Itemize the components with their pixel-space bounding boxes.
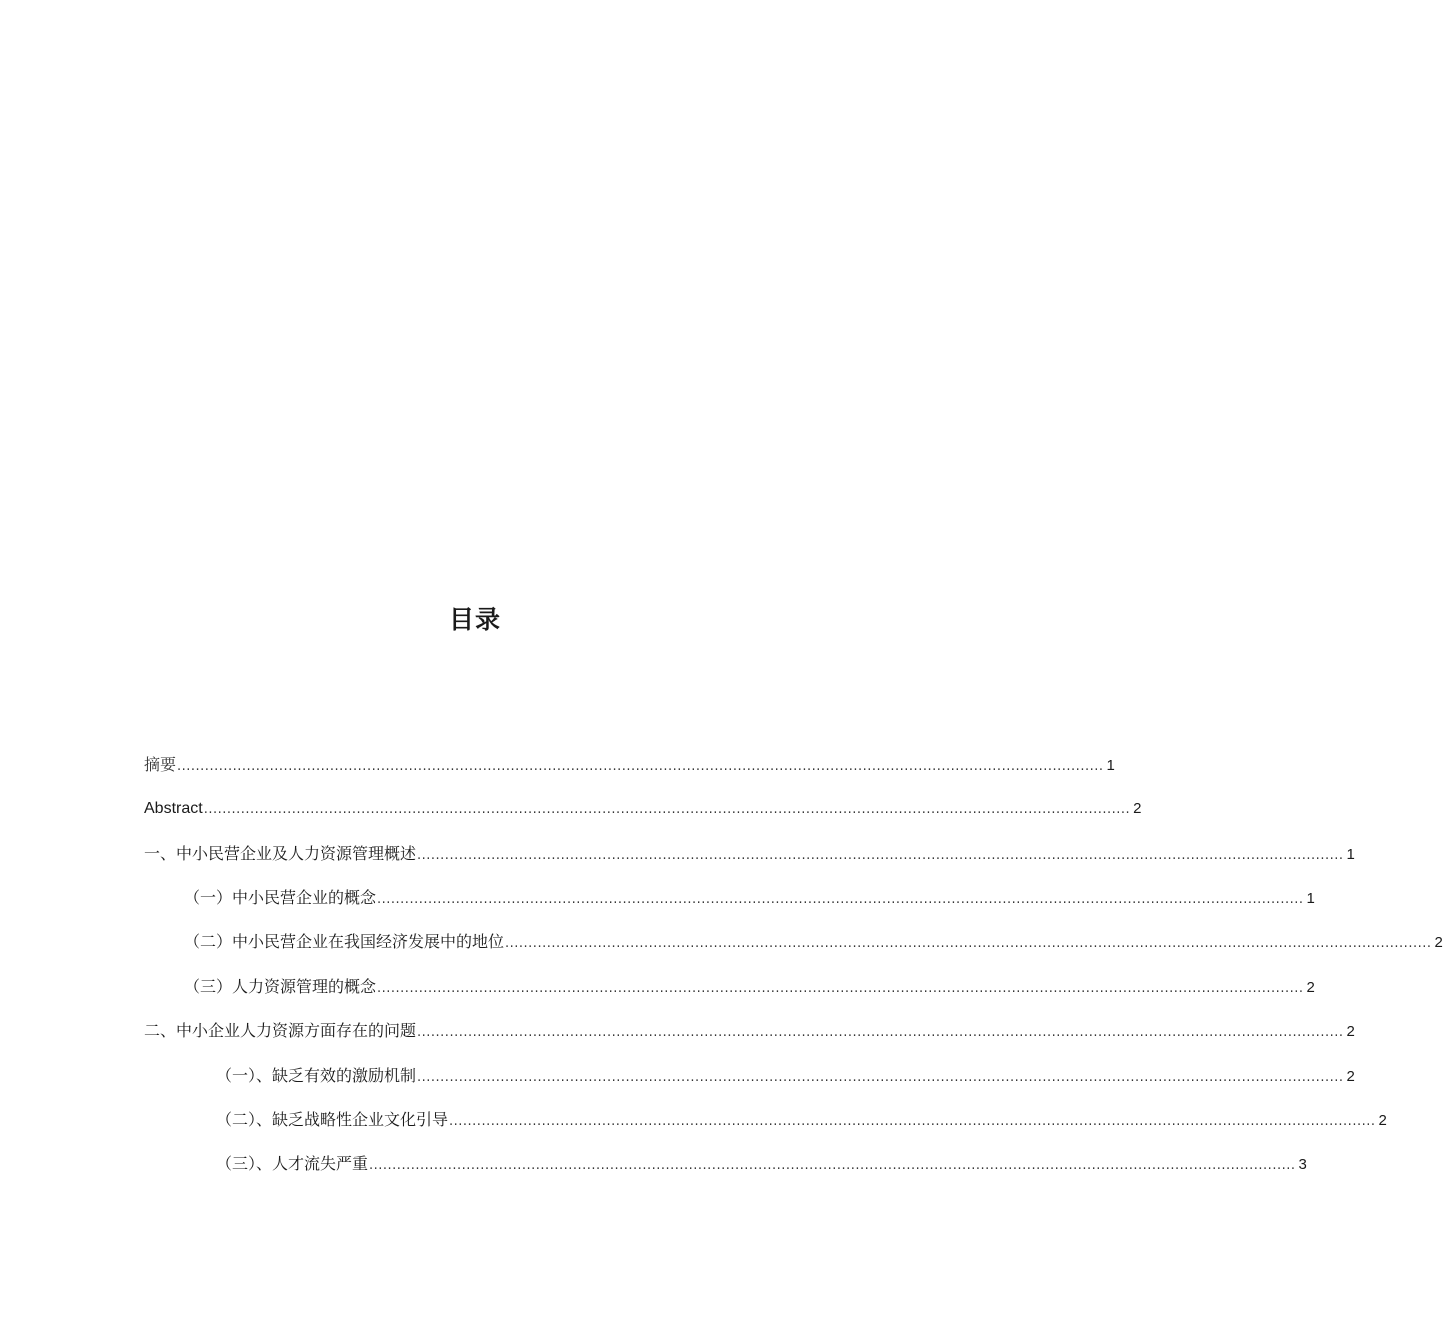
- toc-entry-label: （一）中小民营企业的概念: [184, 888, 377, 907]
- toc-entry-label: （一）、缺乏有效的激励机制: [216, 1066, 417, 1085]
- toc-page-number: 1: [1346, 846, 1355, 863]
- toc-entry-section-2-3[interactable]: [216, 1153, 1307, 1177]
- toc-page-number: 1: [1106, 757, 1115, 774]
- toc-page-number: 2: [1346, 1023, 1355, 1040]
- toc-entry-section-1-1[interactable]: [184, 887, 1315, 911]
- toc-entry-section-1-2[interactable]: [184, 931, 1443, 955]
- toc-entry-abstract-cn[interactable]: [144, 754, 1115, 778]
- toc-page-number: 2: [1378, 1112, 1387, 1129]
- toc-page-number: 3: [1298, 1156, 1307, 1173]
- toc-entry-chapter-2[interactable]: [144, 1020, 1355, 1044]
- toc-dot-leader: ........................................................................................................................................................................................................: [417, 1070, 1344, 1085]
- page-title: 目录: [448, 605, 501, 634]
- toc-page-number: 2: [1306, 979, 1315, 996]
- toc-entry-label: 摘要: [144, 755, 177, 774]
- toc-entry-section-2-2[interactable]: [216, 1109, 1387, 1133]
- toc-entry-label: 一、中小民营企业及人力资源管理概述: [144, 844, 417, 863]
- toc-page-number: 2: [1133, 800, 1142, 817]
- toc-dot-leader: ........................................................................................................................................................................................................: [203, 802, 1131, 817]
- toc-page-number: 2: [1346, 1068, 1355, 1085]
- toc-entry-chapter-1[interactable]: [144, 843, 1355, 867]
- toc-entry-abstract-en[interactable]: [144, 798, 1142, 821]
- toc-entry-label: （三）、人才流失严重: [216, 1154, 369, 1173]
- toc-entry-label: （三）人力资源管理的概念: [184, 977, 377, 996]
- toc-dot-leader: ........................................................................................................................................................................................................: [177, 759, 1104, 774]
- toc-entry-label: 二、中小企业人力资源方面存在的问题: [144, 1021, 417, 1040]
- toc-page-number: 1: [1306, 890, 1315, 907]
- toc-entry-label: Abstract: [144, 800, 203, 817]
- toc-dot-leader: ........................................................................................................................................................................................................: [377, 892, 1304, 907]
- toc-entry-label: （二）、缺乏战略性企业文化引导: [216, 1110, 449, 1129]
- toc-dot-leader: ........................................................................................................................................................................................................: [377, 981, 1304, 996]
- toc-entry-label: （二）中小民营企业在我国经济发展中的地位: [184, 932, 505, 951]
- toc-dot-leader: ........................................................................................................................................................................................................: [417, 848, 1344, 863]
- toc-dot-leader: ........................................................................................................................................................................................................: [417, 1025, 1344, 1040]
- toc-dot-leader: ........................................................................................................................................................................................................: [449, 1114, 1376, 1129]
- toc-entry-section-1-3[interactable]: [184, 976, 1315, 1000]
- toc-dot-leader: ........................................................................................................................................................................................................: [369, 1158, 1296, 1173]
- toc-page-number: 2: [1434, 934, 1443, 951]
- toc-entry-section-2-1[interactable]: [216, 1065, 1355, 1089]
- toc-dot-leader: ........................................................................................................................................................................................................: [505, 936, 1432, 951]
